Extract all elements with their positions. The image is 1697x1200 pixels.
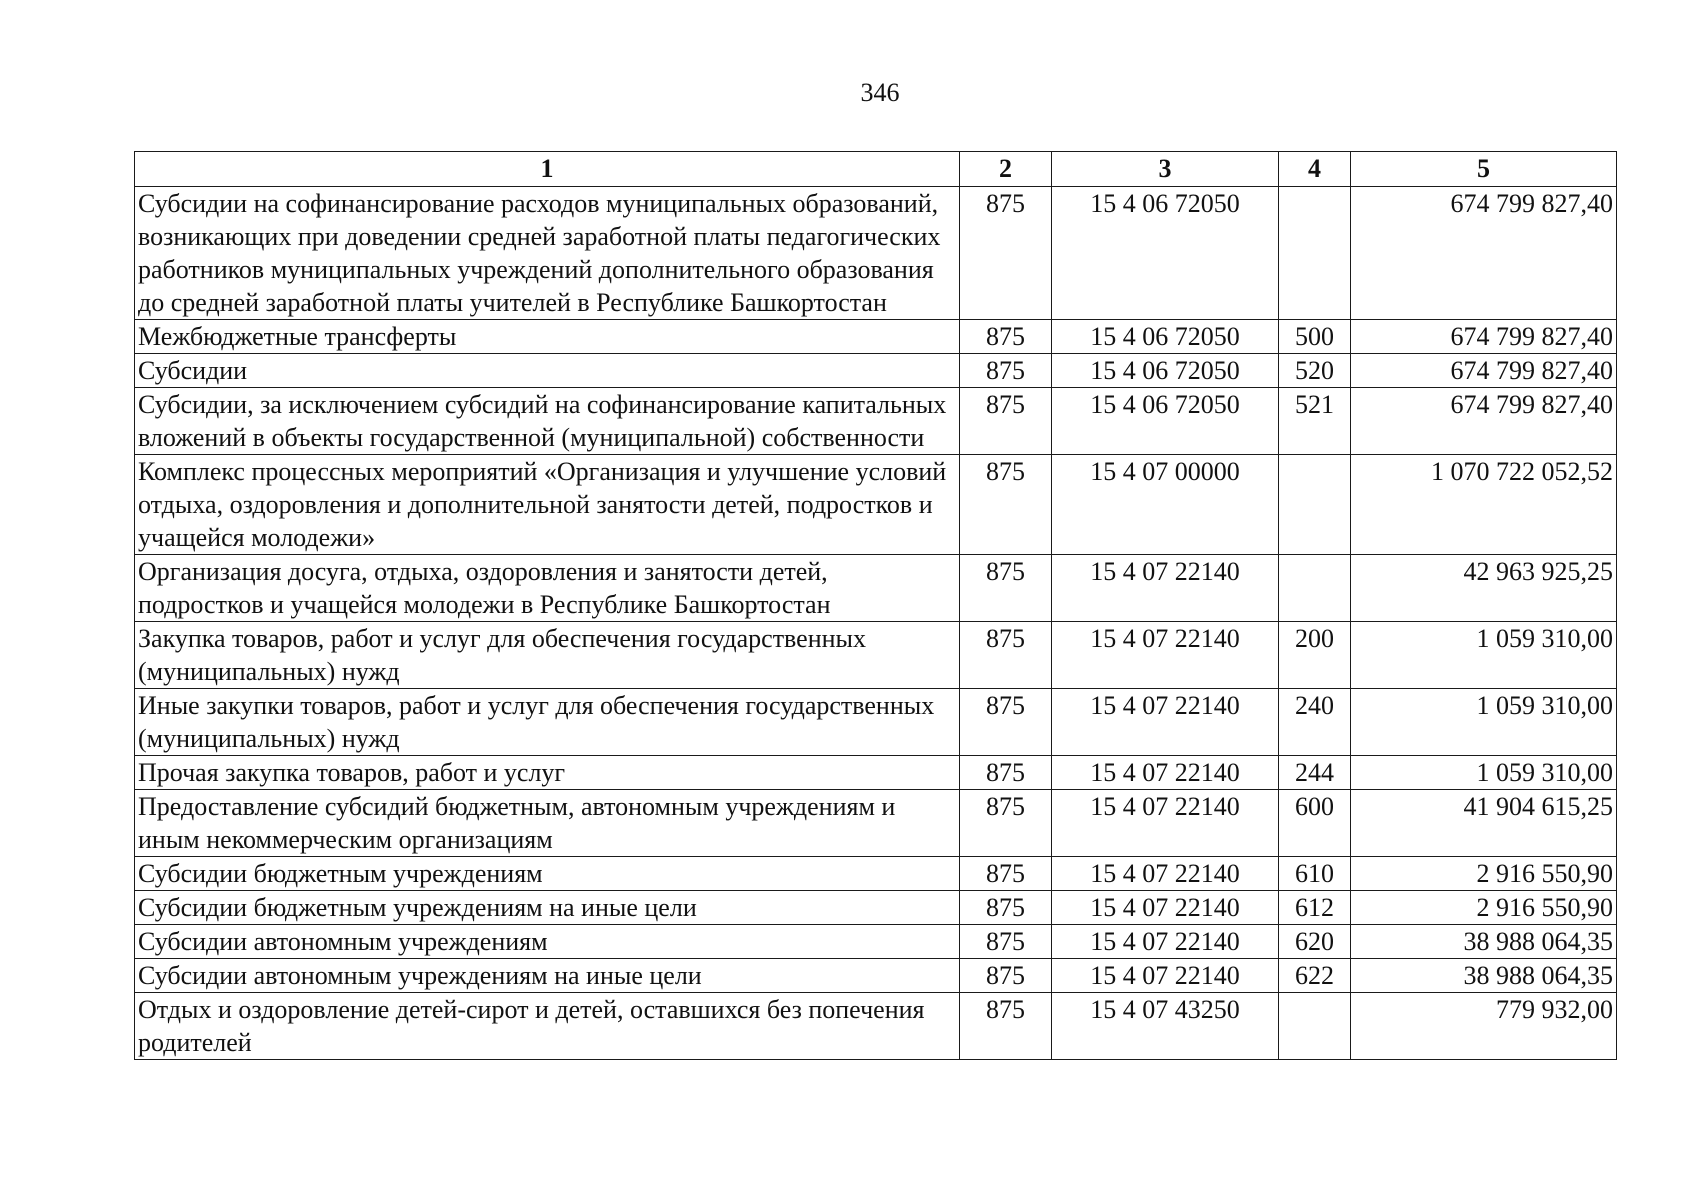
row-amount: 1 059 310,00 (1351, 756, 1617, 790)
row-amount: 2 916 550,90 (1351, 857, 1617, 891)
row-target-code: 15 4 07 43250 (1052, 993, 1279, 1060)
row-expense-type: 244 (1279, 756, 1351, 790)
row-amount: 674 799 827,40 (1351, 320, 1617, 354)
row-expense-type: 200 (1279, 622, 1351, 689)
header-col-2: 2 (960, 152, 1052, 187)
row-ministry-code: 875 (960, 555, 1052, 622)
row-ministry-code: 875 (960, 891, 1052, 925)
table-row (135, 555, 1617, 622)
row-target-code: 15 4 07 22140 (1052, 790, 1279, 857)
row-ministry-code: 875 (960, 187, 1052, 320)
table-row (135, 388, 1617, 455)
row-expense-type: 622 (1279, 959, 1351, 993)
row-amount: 1 059 310,00 (1351, 622, 1617, 689)
row-target-code: 15 4 07 22140 (1052, 756, 1279, 790)
row-name: Субсидии автономным учреждениям на иные цели (135, 959, 960, 993)
row-expense-type: 521 (1279, 388, 1351, 455)
row-amount: 1 070 722 052,52 (1351, 455, 1617, 555)
row-target-code: 15 4 07 22140 (1052, 959, 1279, 993)
row-expense-type (1279, 993, 1351, 1060)
row-expense-type: 520 (1279, 354, 1351, 388)
row-ministry-code: 875 (960, 354, 1052, 388)
table-row (135, 455, 1617, 555)
row-name: Субсидии (135, 354, 960, 388)
row-expense-type: 612 (1279, 891, 1351, 925)
table-row (135, 925, 1617, 959)
row-name: Предоставление субсидий бюджетным, автономным учреждениям и иным некоммерческим организациям (135, 790, 960, 857)
row-amount: 41 904 615,25 (1351, 790, 1617, 857)
row-target-code: 15 4 07 00000 (1052, 455, 1279, 555)
table-row (135, 187, 1617, 320)
row-target-code: 15 4 07 22140 (1052, 857, 1279, 891)
row-ministry-code: 875 (960, 959, 1052, 993)
row-target-code: 15 4 06 72050 (1052, 187, 1279, 320)
table-row (135, 320, 1617, 354)
row-expense-type: 620 (1279, 925, 1351, 959)
row-amount: 674 799 827,40 (1351, 354, 1617, 388)
table-row (135, 689, 1617, 756)
page-number: 346 (860, 78, 900, 107)
table-body (135, 187, 1617, 1060)
row-name: Организация досуга, отдыха, оздоровления и занятости детей, подростков и учащейся молодежи в Республике Башкортостан (135, 555, 960, 622)
row-ministry-code: 875 (960, 320, 1052, 354)
row-amount: 2 916 550,90 (1351, 891, 1617, 925)
row-ministry-code: 875 (960, 455, 1052, 555)
row-amount: 779 932,00 (1351, 993, 1617, 1060)
table-row (135, 756, 1617, 790)
row-name: Иные закупки товаров, работ и услуг для обеспечения государственных (муниципальных) нужд (135, 689, 960, 756)
row-name: Прочая закупка товаров, работ и услуг (135, 756, 960, 790)
row-name: Субсидии бюджетным учреждениям на иные цели (135, 891, 960, 925)
row-ministry-code: 875 (960, 790, 1052, 857)
row-ministry-code: 875 (960, 925, 1052, 959)
row-amount: 38 988 064,35 (1351, 925, 1617, 959)
table-row (135, 354, 1617, 388)
row-name: Субсидии, за исключением субсидий на софинансирование капитальных вложений в объекты государственной (муниципальной) собственности (135, 388, 960, 455)
row-target-code: 15 4 07 22140 (1052, 925, 1279, 959)
row-expense-type (1279, 187, 1351, 320)
row-target-code: 15 4 06 72050 (1052, 354, 1279, 388)
row-expense-type: 500 (1279, 320, 1351, 354)
row-name: Субсидии на софинансирование расходов муниципальных образований, возникающих при доведении средней заработной платы педагогических работников муниципальных учреждений дополнительного образования до средней заработной платы учителей в Республике Башкортостан (135, 187, 960, 320)
row-ministry-code: 875 (960, 388, 1052, 455)
header-col-5: 5 (1351, 152, 1617, 187)
row-target-code: 15 4 07 22140 (1052, 689, 1279, 756)
row-target-code: 15 4 07 22140 (1052, 555, 1279, 622)
row-name: Межбюджетные трансферты (135, 320, 960, 354)
row-target-code: 15 4 06 72050 (1052, 388, 1279, 455)
row-name: Субсидии автономным учреждениям (135, 925, 960, 959)
table-row (135, 959, 1617, 993)
table-row (135, 891, 1617, 925)
row-expense-type: 600 (1279, 790, 1351, 857)
row-amount: 674 799 827,40 (1351, 187, 1617, 320)
row-name: Комплекс процессных мероприятий «Организация и улучшение условий отдыха, оздоровления и дополнительной занятости детей, подростков и учащейся молодежи» (135, 455, 960, 555)
row-ministry-code: 875 (960, 857, 1052, 891)
row-target-code: 15 4 06 72050 (1052, 320, 1279, 354)
header-col-3: 3 (1052, 152, 1279, 187)
row-ministry-code: 875 (960, 622, 1052, 689)
row-expense-type (1279, 555, 1351, 622)
row-ministry-code: 875 (960, 756, 1052, 790)
table-row (135, 857, 1617, 891)
row-target-code: 15 4 07 22140 (1052, 622, 1279, 689)
table-row (135, 622, 1617, 689)
row-name: Закупка товаров, работ и услуг для обеспечения государственных (муниципальных) нужд (135, 622, 960, 689)
row-amount: 38 988 064,35 (1351, 959, 1617, 993)
budget-table (134, 151, 1617, 1060)
row-amount: 42 963 925,25 (1351, 555, 1617, 622)
header-col-4: 4 (1279, 152, 1351, 187)
row-name: Отдых и оздоровление детей-сирот и детей, оставшихся без попечения родителей (135, 993, 960, 1060)
row-name: Субсидии бюджетным учреждениям (135, 857, 960, 891)
row-target-code: 15 4 07 22140 (1052, 891, 1279, 925)
header-col-1: 1 (135, 152, 960, 187)
row-expense-type (1279, 455, 1351, 555)
row-expense-type: 610 (1279, 857, 1351, 891)
table-row (135, 993, 1617, 1060)
table-header (135, 152, 1617, 187)
row-ministry-code: 875 (960, 689, 1052, 756)
row-amount: 1 059 310,00 (1351, 689, 1617, 756)
table-row (135, 790, 1617, 857)
row-ministry-code: 875 (960, 993, 1052, 1060)
row-amount: 674 799 827,40 (1351, 388, 1617, 455)
header-row (135, 152, 1617, 187)
row-expense-type: 240 (1279, 689, 1351, 756)
